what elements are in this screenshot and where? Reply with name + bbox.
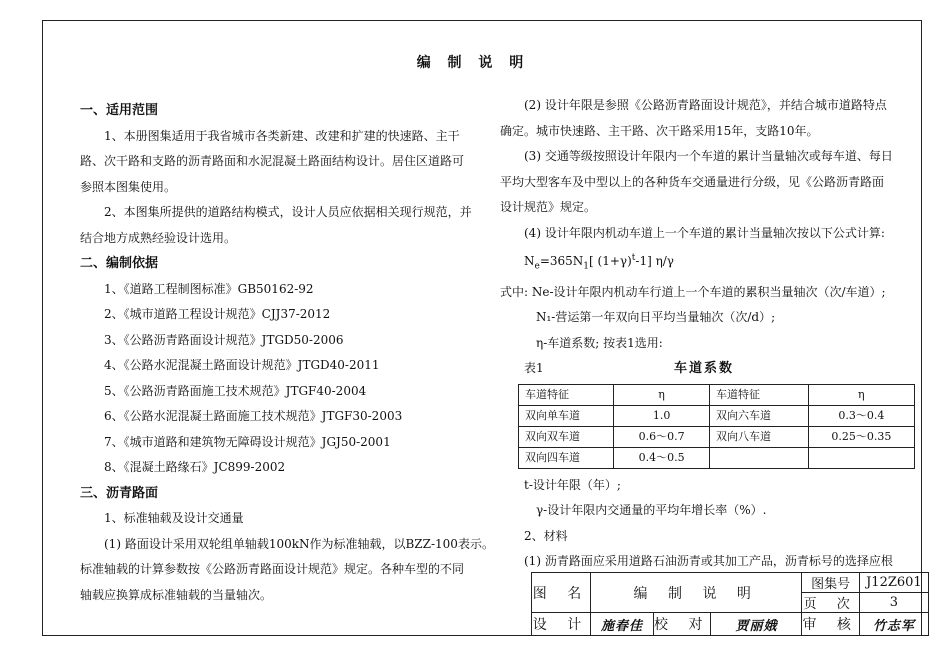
table-header-cell: η — [808, 384, 914, 405]
formula-where-line: η-车道系数; 按表1选用: — [536, 335, 663, 350]
table-row — [519, 426, 915, 447]
table-cell: 双向四车道 — [519, 447, 614, 468]
reviewer-signature: 竹志军 — [859, 613, 928, 636]
table-cell: 0.6～0.7 — [614, 426, 710, 447]
paragraph-line: 路、次干路和支路的沥青路面和水泥混凝土路面结构设计。居住区道路可 — [80, 154, 465, 168]
formula-body: [ (1+γ) — [589, 254, 632, 268]
paragraph-line: (1) 沥青路面应采用道路石油沥青或其加工产品，沥青标号的选择应根 — [524, 554, 893, 569]
table-header-cell: η — [614, 384, 710, 405]
atlas-no: J12Z601 — [859, 573, 928, 593]
formula-n1-sub: 1 — [583, 261, 590, 272]
subsection-heading: 2、材料 — [524, 528, 568, 543]
formula-ne-sub: e — [534, 261, 540, 272]
formula-tail: -1] η/γ — [635, 254, 674, 268]
table-label: 表1 — [524, 361, 544, 376]
paragraph-line: 标准轴载的计算参数按《公路沥青路面设计规范》规定。各种车型的不同 — [80, 562, 465, 576]
check-label: 校 对 — [654, 613, 711, 636]
page-title: 编 制 说 明 — [416, 55, 530, 71]
table-cell: 双向六车道 — [709, 405, 808, 426]
table-title: 车道系数 — [674, 361, 735, 377]
page-no: 3 — [859, 593, 928, 613]
paragraph-line: (1) 路面设计采用双轮组单轴载100kN作为标准轴载，以BZZ-100表示。 — [104, 536, 494, 551]
right-column — [500, 93, 915, 575]
formula-where-line: 式中: Ne-设计年限内机动车行道上一个车道的累积当量轴次（次/车道）; — [500, 284, 886, 299]
table-cell: 1.0 — [614, 405, 710, 426]
checker-signature: 贾丽娥 — [711, 613, 802, 636]
paragraph-line: (2) 设计年限是参照《公路沥青路面设计规范》，并结合城市道路特点 — [524, 98, 887, 112]
table-cell: 0.3～0.4 — [808, 405, 914, 426]
designer-signature: 施春佳 — [591, 613, 654, 636]
paragraph-line: 平均大型客车及中型以上的各种货车交通量进行分级，见《公路沥青路面 — [500, 174, 885, 189]
paragraph-line: (4) 设计年限内机动车道上一个车道的累计当量轴次按以下公式计算: — [524, 225, 885, 240]
section-3-heading: 三、沥青路面 — [80, 485, 159, 501]
paragraph-line: 设计规范》规定。 — [500, 200, 597, 214]
reference-item: 6、《公路水泥混凝土路面施工技术规范》JTGF30-2003 — [104, 409, 403, 423]
definition-line: t-设计年限（年）; — [524, 477, 621, 492]
page-no-label: 页 次 — [802, 593, 859, 613]
title-block-row — [532, 613, 929, 636]
table-row — [519, 405, 915, 426]
lane-coefficient-table — [518, 384, 915, 469]
section-1-heading: 一、适用范围 — [80, 103, 159, 118]
definition-line: γ-设计年限内交通量的平均年增长率（%）. — [536, 503, 767, 518]
atlas-no-label: 图集号 — [802, 573, 859, 593]
paragraph-line: 确定。城市快速路、主干路、次干路采用15年，支路10年。 — [500, 123, 819, 138]
paragraph-line: 结合地方成熟经验设计选用。 — [80, 230, 237, 245]
table-cell — [709, 447, 808, 468]
formula-t-sup: t — [631, 253, 636, 263]
paragraph-line: 2、本图集所提供的道路结构模式，设计人员应依据相关现行规范，并 — [104, 205, 472, 219]
reference-item: 8、《混凝土路缘石》JC899-2002 — [104, 460, 286, 474]
table-caption — [500, 356, 915, 382]
table-cell: 双向双车道 — [519, 426, 614, 447]
reference-item: 2、《城市道路工程设计规范》CJJ37-2012 — [104, 307, 331, 321]
table-header-cell: 车道特征 — [709, 384, 808, 405]
table-header-cell: 车道特征 — [519, 384, 614, 405]
paragraph-line: 参照本图集使用。 — [80, 179, 177, 194]
formula — [500, 246, 915, 280]
section-2-heading: 二、编制依据 — [80, 256, 159, 271]
reference-item: 5、《公路沥青路面施工技术规范》JTGF40-2004 — [104, 383, 367, 398]
table-row — [519, 447, 915, 468]
title-block-row — [532, 573, 929, 593]
table-cell — [808, 447, 914, 468]
table-cell: 0.25～0.35 — [808, 426, 914, 447]
formula-ne: N — [524, 254, 535, 268]
table-cell: 双向单车道 — [519, 405, 614, 426]
paragraph-line: 1、本册图集适用于我省城市各类新建、改建和扩建的快速路、主干 — [104, 128, 460, 143]
reference-item: 4、《公路水泥混凝土路面设计规范》JTGD40-2011 — [104, 358, 380, 372]
drawing-name: 编 制 说 明 — [591, 573, 802, 613]
reference-item: 3、《公路沥青路面设计规范》JTGD50-2006 — [104, 332, 344, 347]
reference-item: 1、《道路工程制图标准》GB50162-92 — [104, 281, 314, 296]
design-label: 设 计 — [532, 613, 591, 636]
table-header-row — [519, 384, 915, 405]
formula-eq: =365N — [539, 254, 584, 268]
paragraph-line: (3) 交通等级按照设计年限内一个车道的累计当量轴次或每车道、每日 — [524, 149, 893, 163]
title-block — [531, 572, 929, 636]
reference-item: 7、《城市道路和建筑物无障碍设计规范》JGJ50-2001 — [104, 434, 391, 449]
left-column — [80, 98, 495, 608]
table-cell: 0.4～0.5 — [614, 447, 710, 468]
review-label: 审 核 — [802, 613, 859, 636]
paragraph-line: 轴载应换算成标准轴载的当量轴次。 — [80, 587, 273, 602]
table-cell: 双向八车道 — [709, 426, 808, 447]
subsection-heading: 1、标准轴载及设计交通量 — [104, 511, 244, 525]
drawing-name-label: 图 名 — [532, 573, 591, 613]
formula-where-line: N₁-营运第一年双向日平均当量轴次（次/d）; — [536, 310, 776, 325]
